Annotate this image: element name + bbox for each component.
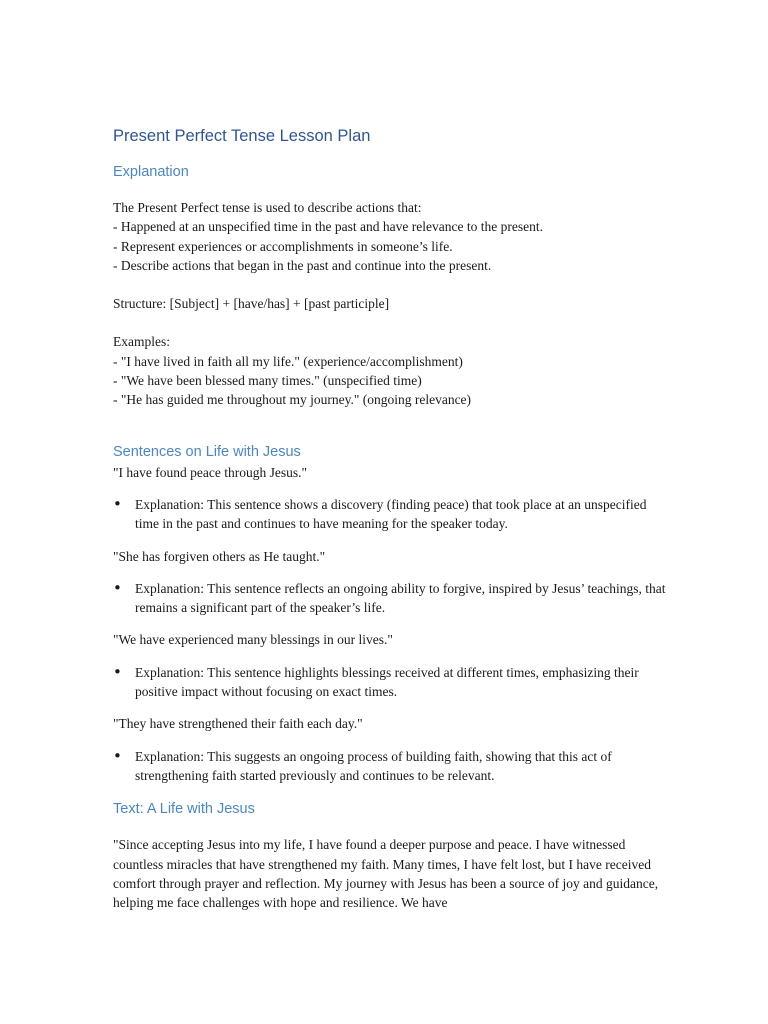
text-section-heading: Text: A Life with Jesus bbox=[113, 801, 255, 818]
sentence-explanation-text: Explanation: This suggests an ongoing process of building faith, showing that this act of strengthening faith started previously and continues to be relevant. bbox=[135, 748, 612, 783]
explanation-use: - Happened at an unspecified time in the past and have relevance to the present. bbox=[113, 219, 543, 235]
examples-block bbox=[113, 332, 673, 409]
example-item: - "I have lived in faith all my life." (experience/accomplishment) bbox=[113, 353, 463, 369]
sentence-explanation bbox=[113, 579, 673, 618]
examples-label: Examples: bbox=[113, 334, 170, 350]
sentence-quote: "I have found peace through Jesus." bbox=[113, 464, 307, 480]
bullet-icon: • bbox=[113, 662, 122, 681]
bullet-icon: • bbox=[113, 578, 122, 597]
text-section-body: "Since accepting Jesus into my life, I have found a deeper purpose and peace. I have witnessed countless miracles that have strengthened my faith. Many times, I have felt lost, but I have received comfort through prayer and reflection. My journey with Jesus has been a source of joy and guidance, helping me face challenges with hope and resilience. We have bbox=[113, 837, 659, 911]
sentence-quote: "We have experienced many blessings in our lives." bbox=[113, 632, 393, 648]
sentence-explanation bbox=[113, 495, 673, 534]
example-item: - "He has guided me throughout my journey." (ongoing relevance) bbox=[113, 392, 472, 408]
sentence-group bbox=[113, 714, 673, 785]
sentence-quote: "She has forgiven others as He taught." bbox=[113, 548, 326, 564]
explanation-use: - Describe actions that began in the past and continue into the present. bbox=[113, 257, 492, 273]
sentence-group bbox=[113, 463, 673, 534]
sentence-explanation bbox=[113, 663, 673, 702]
sentence-explanation-text: Explanation: This sentence reflects an ongoing ability to forgive, inspired by Jesus’ teachings, that remains a significant part of the speaker’s life. bbox=[135, 580, 666, 616]
sentence-group bbox=[113, 630, 673, 701]
example-item: - "We have been blessed many times." (unspecified time) bbox=[113, 373, 422, 389]
sentence-group bbox=[113, 547, 673, 618]
sentence-quote: "They have strengthened their faith each day." bbox=[113, 716, 363, 732]
sentence-explanation-text: Explanation: This sentence shows a discovery (finding peace) that took place at an unspecified time in the past and continues to have meaning for the speaker today. bbox=[135, 496, 647, 532]
sentence-explanation bbox=[113, 747, 673, 786]
sentences-heading: Sentences on Life with Jesus bbox=[113, 443, 301, 460]
explanation-intro-block bbox=[113, 198, 673, 275]
structure-line: Structure: [Subject] + [have/has] + [past participle] bbox=[113, 296, 390, 312]
bullet-icon: • bbox=[113, 494, 122, 513]
bullet-icon: • bbox=[113, 746, 122, 765]
explanation-use: - Represent experiences or accomplishments in someone’s life. bbox=[113, 238, 453, 254]
explanation-heading: Explanation bbox=[113, 164, 189, 180]
explanation-intro: The Present Perfect tense is used to describe actions that: bbox=[113, 200, 422, 215]
document-title: Present Perfect Tense Lesson Plan bbox=[113, 127, 371, 145]
sentence-explanation-text: Explanation: This sentence highlights blessings received at different times, emphasizing their positive impact without focusing on exact times. bbox=[135, 664, 639, 700]
document-page bbox=[113, 124, 673, 912]
